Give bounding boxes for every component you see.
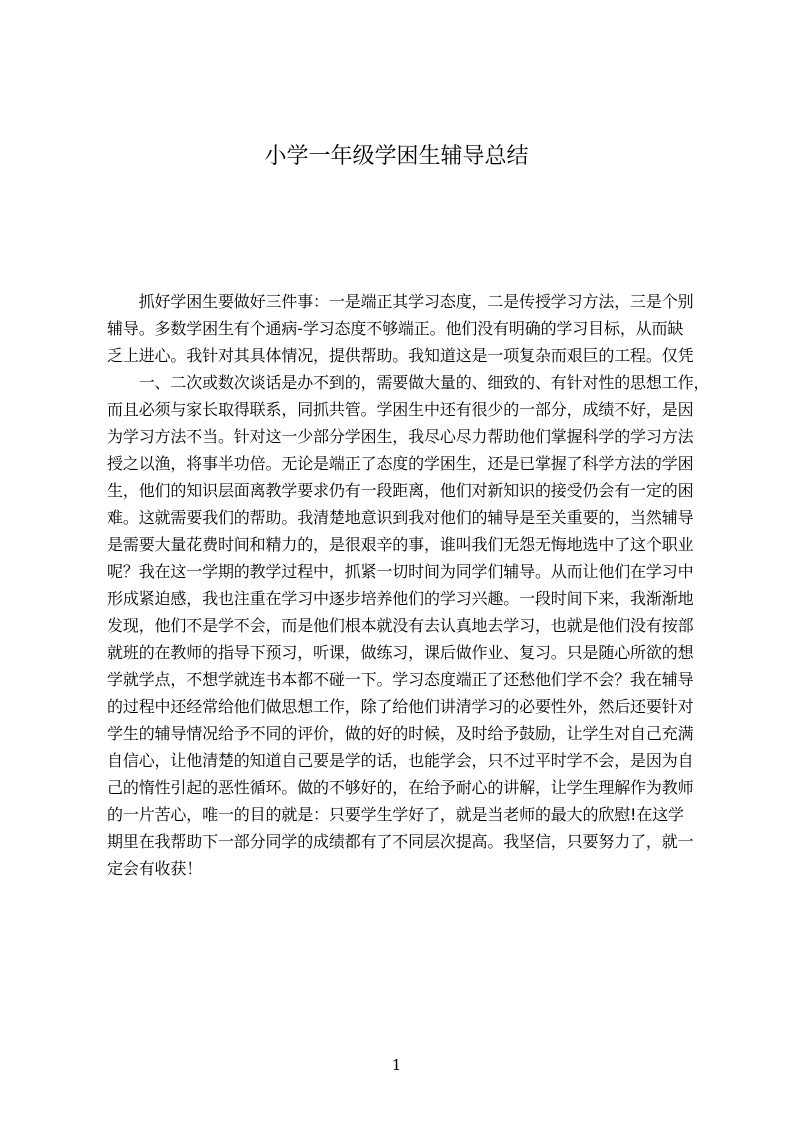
text-line: 辅导。多数学困生有个通病-学习态度不够端正。他们没有明确的学习目标，从而缺 <box>107 319 684 338</box>
paragraph-2 <box>107 369 709 882</box>
text-line: 己的惰性引起的恶性循环。做的不够好的，在给予耐心的讲解，让学生理解作为教师 <box>107 778 694 797</box>
text-line: 的过程中还经常给他们做思想工作，除了给他们讲清学习的必要性外，然后还要针对 <box>107 697 694 716</box>
text-line: 是需要大量花费时间和精力的，是很艰辛的事，谁叫我们无怨无悔地选中了这个职业 <box>107 535 694 554</box>
text-line: 就班的在教师的指导下预习，听课，做练习，课后做作业、复习。只是随心所欲的想 <box>107 643 694 662</box>
text-line: 学生的辅导情况给予不同的评价，做的好的时候，及时给予鼓励，让学生对自己充满 <box>107 724 694 743</box>
text-line: 为学习方法不当。针对这一少部分学困生，我尽心尽力帮助他们掌握科学的学习方法 <box>107 427 694 446</box>
text-line: 自信心，让他清楚的知道自己要是学的话，也能学会，只不过平时学不会，是因为自 <box>107 751 694 770</box>
text-line: 而且必须与家长取得联系，同抓共管。学困生中还有很少的一部分，成绩不好，是因 <box>107 400 694 419</box>
text-line: 发现，他们不是学不会，而是他们根本就没有去认真地去学习，也就是他们没有按部 <box>107 616 694 635</box>
text-line: 形成紧迫感，我也注重在学习中逐步培养他们的学习兴趣。一段时间下来，我渐渐地 <box>107 589 694 608</box>
text-line: 乏上进心。我针对其具体情况，提供帮助。我知道这是一项复杂而艰巨的工程。仅凭 <box>107 346 694 365</box>
text-line: 期里在我帮助下一部分同学的成绩都有了不同层次提高。我坚信，只要努力了，就一 <box>107 832 694 851</box>
text-line: 生，他们的知识层面离教学要求仍有一段距离，他们对新知识的接受仍会有一定的困 <box>107 481 694 500</box>
text-line: 一、二次或数次谈话是办不到的，需要做大量的、细致的、有针对性的思想工作， <box>107 373 709 392</box>
text-line: 难。这就需要我们的帮助。我清楚地意识到我对他们的辅导是至关重要的，当然辅导 <box>107 508 694 527</box>
text-line: 抓好学困生要做好三件事：一是端正其学习态度，二是传授学习方法，三是个别 <box>107 292 694 311</box>
document-title: 小学一年级学困生辅导总结 <box>264 144 529 169</box>
page-number: 1 <box>391 1056 402 1074</box>
text-line: 授之以渔，将事半功倍。无论是端正了态度的学困生，还是已掌握了科学方法的学困 <box>107 454 694 473</box>
paragraph-1 <box>107 288 709 369</box>
text-line: 的一片苦心，唯一的目的就是：只要学生学好了，就是当老师的最大的欣慰!在这学 <box>107 805 684 824</box>
text-line: 呢？我在这一学期的教学过程中，抓紧一切时间为同学们辅导。从而让他们在学习中 <box>107 562 694 581</box>
text-line: 定会有收获！ <box>107 859 203 878</box>
text-line: 学就学点，不想学就连书本都不碰一下。学习态度端正了还愁他们学不会？我在辅导 <box>107 670 694 689</box>
